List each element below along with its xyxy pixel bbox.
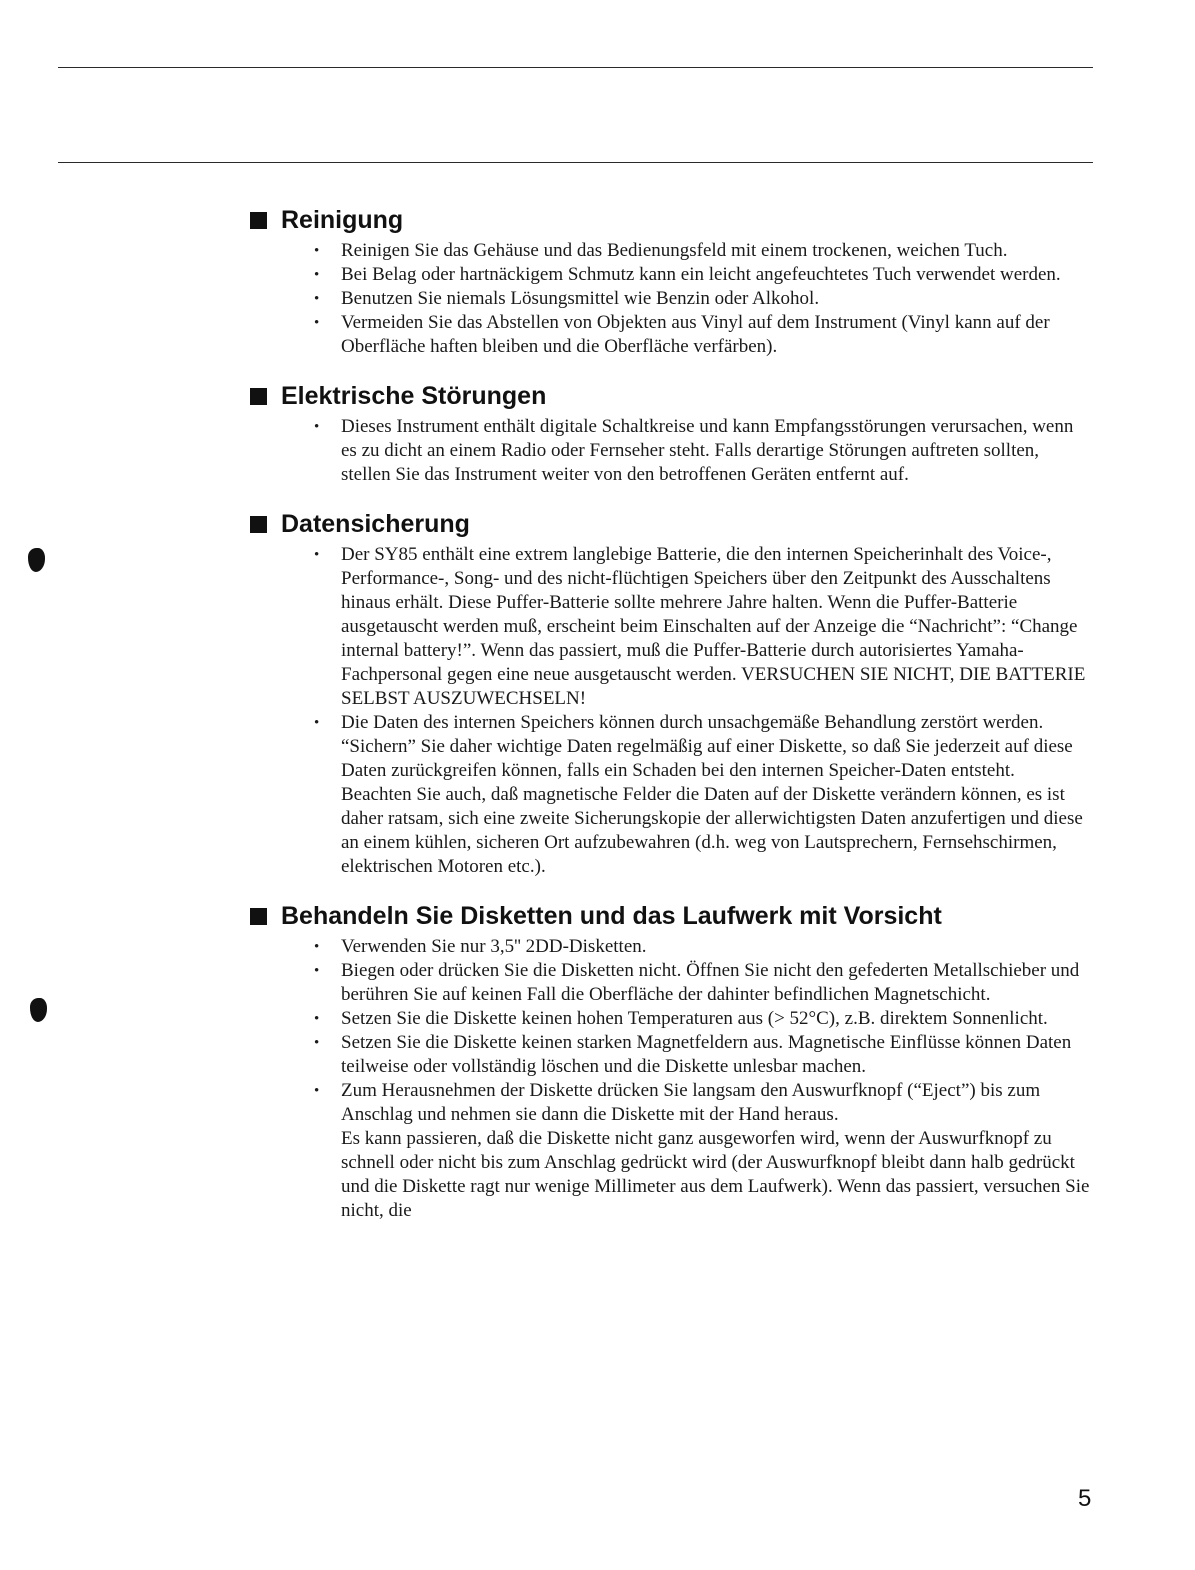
section-heading — [250, 381, 1090, 411]
bullet-dot-icon: • — [314, 267, 320, 283]
square-bullet-icon — [250, 212, 267, 229]
page-number: 5 — [1078, 1485, 1092, 1512]
list-item: • Setzen Sie die Diskette keinen starken Magnetfeldern aus. Magnetische Einflüsse können Daten teilweise oder vollständig löschen und die Diskette unlesbar machen. — [314, 1032, 1072, 1077]
top-rule — [58, 67, 1093, 68]
bullet-dot-icon: • — [314, 243, 320, 259]
bullet-list — [250, 239, 1090, 359]
punch-hole-mark — [28, 548, 45, 572]
square-bullet-icon — [250, 388, 267, 405]
bullet-dot-icon: • — [314, 291, 320, 307]
list-item: • Zum Herausnehmen der Diskette drücken Sie langsam den Auswurfknopf (“Eject”) bis zum Anschlag und nehmen sie dann die Diskette mit der Hand heraus. Es kann passieren, daß die Diskette nicht ganz ausgeworfen wird, wenn der Auswurfknopf zu schnell oder nicht bis zum Anschlag gedrückt wird (der Auswurfknopf bleibt dann halb gedrückt und die Diskette ragt nur wenige Millimeter aus dem Laufwerk). Wenn das passiert, versuchen Sie nicht, die — [314, 1080, 1090, 1221]
list-item: • Reinigen Sie das Gehäuse und das Bedienungsfeld mit einem trockenen, weichen Tuch. — [314, 240, 1008, 261]
bullet-dot-icon: • — [314, 715, 320, 731]
section-heading-text: Elektrische Störungen — [281, 382, 547, 410]
square-bullet-icon — [250, 908, 267, 925]
list-item: • Verwenden Sie nur 3,5'' 2DD-Disketten. — [314, 936, 647, 957]
section-disketten — [250, 901, 1090, 1223]
bullet-list — [250, 935, 1090, 1223]
section-datensicherung — [250, 509, 1090, 879]
list-item: • Vermeiden Sie das Abstellen von Objekten aus Vinyl auf dem Instrument (Vinyl kann auf der Oberfläche haften bleiben und die Oberfläche verfärben). — [314, 312, 1050, 357]
bullet-dot-icon: • — [314, 963, 320, 979]
section-heading-text: Datensicherung — [281, 510, 470, 538]
bullet-dot-icon: • — [314, 1083, 320, 1099]
bullet-dot-icon: • — [314, 939, 320, 955]
list-item: • Setzen Sie die Diskette keinen hohen Temperaturen aus (> 52°C), z.B. direktem Sonnenlicht. — [314, 1008, 1048, 1029]
section-elektrische-stoerungen — [250, 381, 1090, 487]
section-heading — [250, 509, 1090, 539]
bullet-dot-icon: • — [314, 547, 320, 563]
bullet-dot-icon: • — [314, 1011, 320, 1027]
punch-hole-mark — [30, 998, 47, 1022]
header-rule — [58, 162, 1093, 163]
continuation-paragraph: Es kann passieren, daß die Diskette nicht ganz ausgeworfen wird, wenn der Auswurfknopf zu schnell oder nicht bis zum Anschlag gedrückt wird (der Auswurfknopf bleibt dann halb gedrückt und die Diskette ragt nur wenige Millimeter aus dem Laufwerk). Wenn das passiert, versuchen Sie nicht, die — [341, 1128, 1090, 1221]
list-item: • Die Daten des internen Speichers können durch unsachgemäße Behandlung zerstört werden. “Sichern” Sie daher wichtige Daten regelmäßig auf einer Diskette, so daß Sie jederzeit auf diese Daten zurückgreifen können, falls ein Schaden bei den internen Speicher-Daten entsteht. Beachten Sie auch, daß magnetische Felder die Daten auf der Diskette verändern können, es ist daher ratsam, sich eine zweite Sicherungskopie der allerwichtigsten Daten anzufertigen und diese an einem kühlen, sicheren Ort aufzubewahren (d.h. weg von Lautsprechern, Fernsehschirmen, elektrischen Motoren etc.). — [314, 712, 1083, 877]
list-item: • Bei Belag oder hartnäckigem Schmutz kann ein leicht angefeuchtetes Tuch verwendet werden. — [314, 264, 1061, 285]
section-heading-text: Reinigung — [281, 206, 404, 234]
bullet-dot-icon: • — [314, 419, 320, 435]
bullet-list — [250, 415, 1090, 487]
list-item: • Der SY85 enthält eine extrem langlebige Batterie, die den internen Speicherinhalt des Voice-, Performance-, Song- und des nicht-flüchtigen Speichers über den Zeitpunkt des Ausschaltens hinaus erhält. Diese Puffer-Batterie sollte mehrere Jahre halten. Wenn die Puffer-Batterie ausgetauscht werden muß, erscheint beim Einschalten auf der Anzeige die “Nachricht”: “Change internal battery!”. Wenn das passiert, muß die Puffer-Batterie durch autorisiertes Yamaha-Fachpersonal gegen eine neue ausgetauscht werden. VERSUCHEN SIE NICHT, DIE BATTERIE SELBST AUSZUWECHSELN! — [314, 544, 1086, 709]
section-heading-text: Behandeln Sie Disketten und das Laufwerk mit Vorsicht — [281, 902, 942, 930]
bullet-dot-icon: • — [314, 315, 320, 331]
list-item: • Biegen oder drücken Sie die Disketten nicht. Öffnen Sie nicht den gefederten Metallschieber und berühren Sie auf keinen Fall die Oberfläche der dahinter befindlichen Magnetschicht. — [314, 960, 1080, 1005]
bullet-dot-icon: • — [314, 1035, 320, 1051]
square-bullet-icon — [250, 516, 267, 533]
page-content — [250, 205, 1090, 1223]
list-item: • Dieses Instrument enthält digitale Schaltkreise und kann Empfangsstörungen verursachen, wenn es zu dicht an einem Radio oder Fernseher steht. Falls derartige Störungen auftreten sollten, stellen Sie das Instrument weiter von den betroffenen Geräten entfernt auf. — [314, 416, 1074, 485]
section-heading — [250, 205, 1090, 235]
section-heading — [250, 901, 1090, 931]
section-reinigung — [250, 205, 1090, 359]
list-item: • Benutzen Sie niemals Lösungsmittel wie Benzin oder Alkohol. — [314, 288, 820, 309]
bullet-list — [250, 543, 1090, 879]
